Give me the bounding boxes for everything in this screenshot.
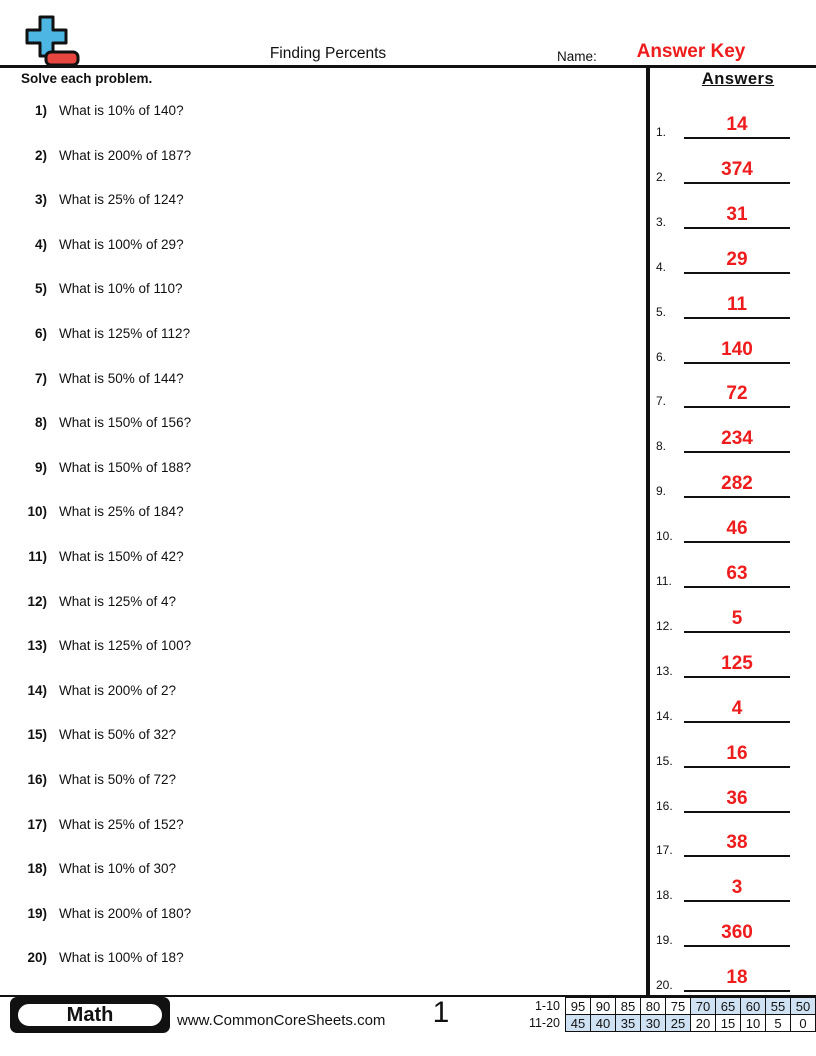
score-cell: 90 (591, 998, 616, 1015)
score-range-label-1-10: 1-10 (534, 999, 560, 1013)
question-number: 4) (34, 236, 47, 252)
score-range-label-11-20: 11-20 (528, 1016, 560, 1030)
answer-number: 10. (656, 529, 673, 544)
question-row (14, 727, 614, 742)
question-row (14, 460, 614, 475)
answer-row (652, 603, 798, 633)
answer-number: 7. (656, 394, 667, 409)
score-table-row (566, 998, 816, 1015)
score-cell: 85 (616, 998, 641, 1015)
answer-blank-line (684, 137, 790, 139)
subject-badge-label: Math (16, 1002, 164, 1028)
question-text: What is 10% of 140? (59, 103, 184, 118)
answer-blank-line (684, 766, 790, 768)
score-cell: 55 (766, 998, 791, 1015)
answers-heading: Answers (701, 70, 775, 88)
question-text: What is 150% of 42? (59, 549, 184, 564)
question-row (14, 772, 614, 787)
answer-number: 15. (656, 753, 673, 768)
score-table-body (566, 998, 816, 1032)
answer-blank-line (684, 317, 790, 319)
answer-number: 5. (656, 304, 667, 319)
answer-row (652, 334, 798, 364)
question-row (14, 549, 614, 564)
answer-row (652, 917, 798, 947)
answer-row (652, 783, 798, 813)
answer-number: 6. (656, 349, 667, 364)
answer-row (652, 109, 798, 139)
question-text: What is 125% of 112? (59, 326, 191, 341)
answer-number: 16. (656, 798, 673, 813)
page-number: 1 (432, 996, 450, 1029)
question-row (14, 504, 614, 519)
question-row (14, 192, 614, 207)
answer-blank-line (684, 496, 790, 498)
question-row (14, 861, 614, 876)
question-number: 17) (27, 816, 47, 832)
answer-blank-line (684, 406, 790, 408)
question-text: What is 150% of 188? (59, 459, 192, 475)
question-row (14, 103, 614, 118)
score-cell: 65 (716, 998, 741, 1015)
subject-badge (10, 997, 170, 1033)
answer-value: 282 (721, 473, 753, 495)
answer-key-text: Answer Key (636, 41, 746, 62)
question-number: 6) (34, 326, 47, 341)
question-number: 7) (34, 370, 47, 386)
question-row (14, 594, 614, 609)
score-cell: 15 (716, 1015, 741, 1032)
grading-score-table (565, 997, 816, 1032)
question-text: What is 200% of 187? (59, 147, 192, 163)
answer-value: 4 (731, 697, 743, 719)
website-url: www.CommonCoreSheets.com (177, 1012, 386, 1029)
question-text: What is 50% of 32? (59, 727, 177, 743)
plus-minus-logo-icon (23, 14, 81, 68)
answer-value: 14 (726, 114, 748, 135)
answer-blank-line (684, 811, 790, 813)
score-cell: 60 (741, 998, 766, 1015)
score-cell: 20 (691, 1015, 716, 1032)
answer-blank-line (684, 362, 790, 364)
question-number: 13) (27, 638, 47, 654)
question-row (14, 638, 614, 653)
answer-row (652, 513, 798, 543)
question-number: 12) (27, 593, 47, 609)
answer-row (652, 244, 798, 274)
answer-number: 2. (656, 169, 667, 184)
question-text: What is 125% of 4? (59, 593, 177, 609)
answer-value: 140 (721, 338, 753, 360)
answer-value: 36 (726, 787, 748, 809)
answer-row (652, 738, 798, 768)
question-row (14, 906, 614, 921)
answer-value: 18 (726, 967, 748, 989)
question-row (14, 237, 614, 252)
question-text: What is 10% of 30? (59, 861, 177, 877)
answer-number: 17. (656, 843, 673, 858)
score-cell: 50 (791, 998, 816, 1015)
answer-value: 46 (726, 518, 748, 540)
answer-row (652, 468, 798, 498)
question-row (14, 148, 614, 163)
answer-row (652, 199, 798, 229)
answer-value: 63 (726, 563, 748, 584)
score-cell: 30 (641, 1015, 666, 1032)
answer-blank-line (684, 451, 790, 453)
question-number: 15) (27, 727, 47, 743)
score-cell: 80 (641, 998, 666, 1015)
answer-value: 374 (721, 158, 753, 180)
question-number: 16) (27, 772, 47, 787)
question-row (14, 683, 614, 698)
answer-number: 20. (656, 978, 673, 993)
answer-blank-line (684, 182, 790, 184)
question-row (14, 371, 614, 386)
question-text: What is 25% of 184? (59, 504, 184, 520)
question-row (14, 281, 614, 296)
answer-number: 13. (656, 663, 673, 678)
answer-blank-line (684, 855, 790, 857)
answer-value: 72 (726, 383, 748, 405)
answer-blank-line (684, 990, 790, 992)
question-number: 2) (34, 147, 47, 163)
answer-blank-line (684, 631, 790, 633)
answer-row (652, 648, 798, 678)
instructions-text: Solve each problem. (21, 71, 153, 86)
answer-value: 234 (721, 428, 753, 450)
question-row (14, 817, 614, 832)
question-text: What is 100% of 29? (59, 236, 184, 252)
question-text: What is 10% of 110? (59, 281, 183, 297)
question-row (14, 326, 614, 341)
score-table-row (566, 1015, 816, 1032)
answer-value: 29 (726, 248, 748, 270)
question-text: What is 50% of 144? (59, 370, 184, 386)
answer-row (652, 423, 798, 453)
answer-row (652, 289, 798, 319)
answer-number: 18. (656, 888, 673, 903)
answer-blank-line (684, 945, 790, 947)
worksheet-title: Finding Percents (269, 45, 387, 62)
score-cell: 5 (766, 1015, 791, 1032)
question-text: What is 150% of 156? (59, 415, 192, 431)
question-number: 8) (34, 415, 47, 431)
answer-number: 8. (656, 439, 667, 454)
answer-row (652, 827, 798, 857)
answer-blank-line (684, 721, 790, 723)
answer-value: 5 (731, 607, 743, 629)
answer-row (652, 872, 798, 902)
score-cell: 95 (566, 998, 591, 1015)
question-number: 10) (27, 504, 47, 520)
answer-number: 14. (656, 708, 673, 723)
question-number: 9) (34, 459, 47, 475)
answer-number: 3. (656, 214, 667, 229)
score-cell: 40 (591, 1015, 616, 1032)
question-number: 5) (34, 281, 47, 297)
question-number: 3) (34, 192, 47, 208)
question-text: What is 25% of 124? (59, 192, 184, 208)
score-cell: 35 (616, 1015, 641, 1032)
answer-number: 4. (656, 259, 667, 274)
answer-value: 16 (726, 742, 748, 764)
question-text: What is 25% of 152? (59, 816, 184, 832)
answer-number: 9. (656, 484, 667, 499)
question-text: What is 125% of 100? (59, 638, 192, 654)
question-number: 1) (34, 103, 47, 118)
answer-blank-line (684, 227, 790, 229)
answer-row (652, 378, 798, 408)
score-cell: 70 (691, 998, 716, 1015)
answer-value: 360 (721, 922, 753, 944)
score-cell: 45 (566, 1015, 591, 1032)
answer-row (652, 154, 798, 184)
question-text: What is 50% of 72? (59, 772, 177, 787)
answer-row (652, 962, 798, 992)
answer-value: 11 (726, 293, 748, 315)
question-number: 11) (28, 549, 47, 564)
answer-blank-line (684, 541, 790, 543)
answer-row (652, 693, 798, 723)
answer-number: 12. (656, 618, 673, 633)
score-cell: 0 (791, 1015, 816, 1032)
answer-number: 11. (656, 574, 672, 588)
answer-row (652, 558, 798, 588)
answer-blank-line (684, 900, 790, 902)
question-number: 18) (27, 861, 47, 877)
answer-number: 1. (656, 125, 667, 139)
answer-blank-line (684, 676, 790, 678)
answer-value: 3 (731, 877, 743, 899)
question-row (14, 415, 614, 430)
question-row (14, 950, 614, 965)
answer-value: 38 (726, 832, 748, 854)
question-number: 19) (27, 905, 47, 921)
question-text: What is 100% of 18? (59, 950, 184, 966)
question-text: What is 200% of 180? (59, 905, 192, 921)
column-separator (646, 68, 650, 995)
question-number: 14) (27, 682, 47, 698)
answer-number: 19. (656, 933, 673, 948)
name-label: Name: (557, 49, 597, 64)
answer-value: 125 (721, 652, 753, 674)
answer-blank-line (684, 272, 790, 274)
question-number: 20) (27, 950, 47, 966)
answer-value: 31 (726, 203, 748, 225)
score-cell: 10 (741, 1015, 766, 1032)
header-divider (0, 65, 816, 68)
answer-blank-line (684, 586, 790, 588)
question-text: What is 200% of 2? (59, 682, 177, 698)
score-cell: 25 (666, 1015, 691, 1032)
score-cell: 75 (666, 998, 691, 1015)
